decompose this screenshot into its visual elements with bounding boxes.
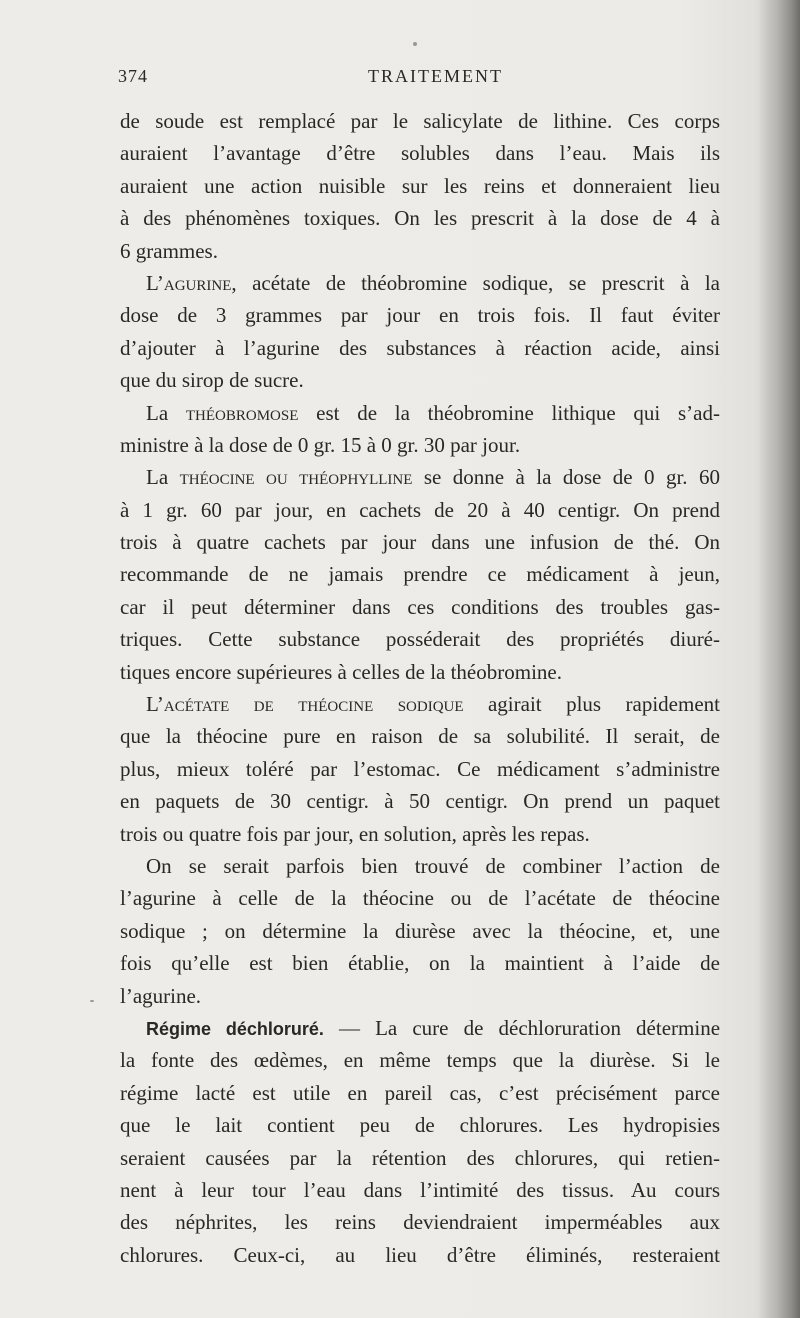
text-line: recommande de ne jamais prendre ce médicament à jeun, [120, 562, 720, 587]
page-edge-shadow [758, 0, 800, 1318]
text-line: que du sirop de sucre. [120, 368, 304, 393]
text-span: , acétate de théobromine sodique, se prescrit à la [231, 270, 720, 295]
text-line: On se serait parfois bien trouvé de combiner l’action de [146, 853, 720, 878]
text-line: l’agurine. [120, 983, 202, 1008]
text-span: est de la théobromine lithique qui s’ad- [298, 400, 720, 425]
text-line: car il peut déterminer dans ces conditions des troubles gas- [120, 594, 720, 619]
text-line: ministre à la dose de 0 gr. 15 à 0 gr. 30 par jour. [120, 432, 521, 457]
text-line: que la théocine pure en raison de sa solubilité. Il serait, de [120, 724, 720, 749]
text-line: sodique ; on détermine la diurèse avec la théocine, et, une [120, 918, 720, 943]
text-line: trois ou quatre fois par jour, en solution, après les repas. [120, 821, 590, 846]
text-line: à 1 gr. 60 par jour, en cachets de 20 à 40 centigr. On prend [120, 497, 720, 522]
text-line: que le lait contient peu de chlorures. Les hydropisies [120, 1113, 720, 1138]
ink-speck [413, 42, 417, 46]
paragraph-theocine [120, 461, 720, 493]
text-line: triques. Cette substance posséderait des propriétés diuré- [120, 627, 720, 652]
text-line: de soude est remplacé par le salicylate de lithine. Ces corps [120, 109, 720, 133]
text-line: plus, mieux toléré par l’estomac. Ce médicament s’administre [120, 756, 720, 781]
text-line: l’agurine à celle de la théocine ou de l’acétate de théocine [120, 886, 720, 911]
text-line: à des phénomènes toxiques. On les prescrit à la dose de 4 à [120, 206, 720, 231]
text-span: se donne à la dose de 0 gr. 60 [412, 465, 720, 490]
paragraph-acetate-theocine [120, 688, 720, 720]
text-line: d’ajouter à l’agurine des substances à réaction acide, ainsi [120, 335, 720, 360]
paragraph-theobromose [120, 397, 720, 429]
text-line: chlorures. Ceux-ci, au lieu d’être éliminés, resteraient [120, 1242, 720, 1267]
term-acetate-theocine: L’acétate de théocine sodique [146, 692, 464, 717]
paragraph-regime [120, 1012, 720, 1044]
text-line: dose de 3 grammes par jour en trois fois. Il faut éviter [120, 303, 720, 328]
term-theocine: théocine ou théophylline [179, 465, 413, 490]
body-text [120, 105, 720, 1271]
term-theobromose: théobromose [185, 400, 299, 425]
text-line: régime lacté est utile en pareil cas, c’est précisément parce [120, 1080, 720, 1105]
page-number: 374 [118, 66, 148, 86]
text-line: fois qu’elle est bien établie, on la maintient à l’aide de [120, 951, 720, 976]
text-line: en paquets de 30 centigr. à 50 centigr. On prend un paquet [120, 789, 720, 814]
text-span: agirait plus rapidement [463, 692, 720, 717]
term-agurine: L’agurine [146, 270, 232, 295]
text-line: auraient une action nuisible sur les reins et donneraient lieu [120, 173, 720, 198]
text-line: 6 grammes. [120, 238, 218, 263]
text-line: auraient l’avantage d’être solubles dans l’eau. Mais ils [120, 141, 720, 166]
text-line: trois à quatre cachets par jour dans une infusion de thé. On [120, 530, 720, 555]
text-span: La [146, 400, 186, 425]
text-line: des néphrites, les reins deviendraient imperméables aux [120, 1210, 720, 1235]
paragraph-agurine [120, 267, 720, 299]
text-line: seraient causées par la rétention des chlorures, qui retien- [120, 1145, 720, 1170]
text-span: — La cure de déchloruration détermine [323, 1015, 721, 1040]
text-line: la fonte des œdèmes, en même temps que la diurèse. Si le [120, 1048, 720, 1073]
ink-speck [90, 1000, 94, 1002]
running-title: TRAITEMENT [368, 66, 503, 86]
page-header [118, 66, 718, 96]
text-line: nent à leur tour l’eau dans l’intimité des tissus. Au cours [120, 1177, 720, 1202]
text-span: La [146, 465, 180, 490]
text-line: tiques encore supérieures à celles de la théobromine. [120, 659, 562, 684]
heading-regime-dechlorure: Régime déchloruré. [146, 1018, 324, 1039]
